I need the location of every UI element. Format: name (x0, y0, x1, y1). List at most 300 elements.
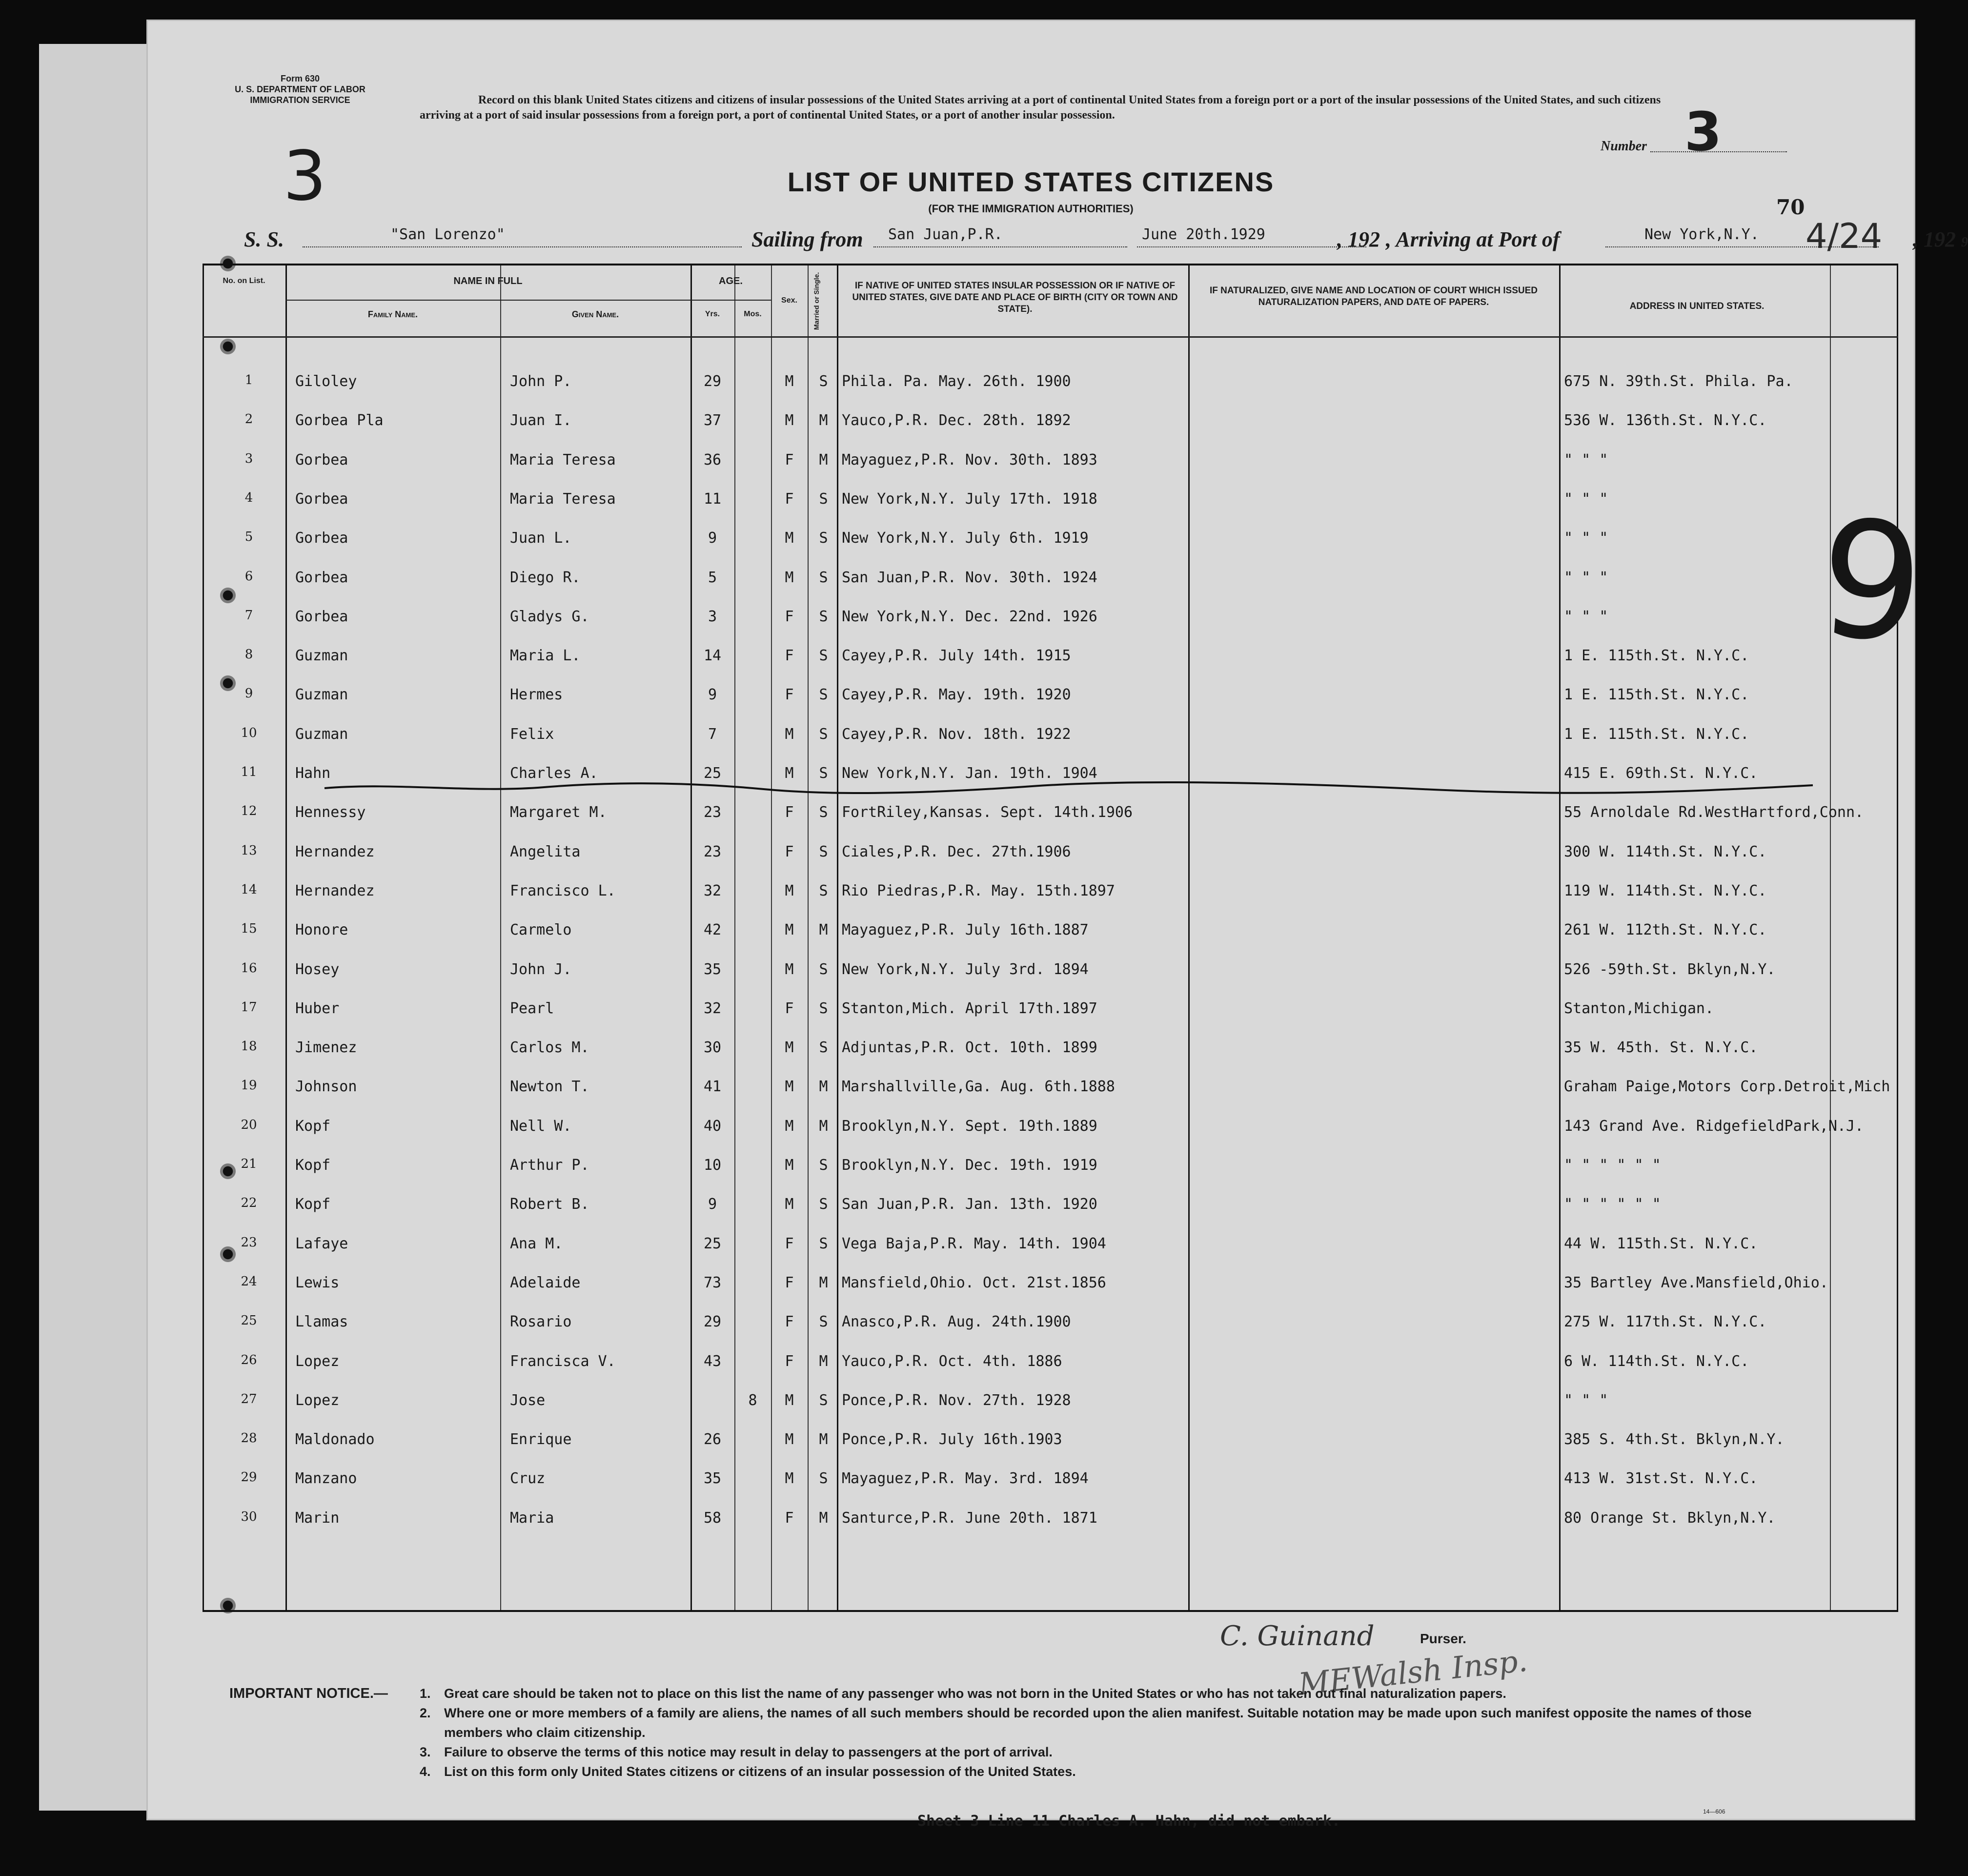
notice-item-number: 4. (420, 1764, 431, 1779)
cell-ms: M (819, 1274, 828, 1291)
notice-item-number: 1. (420, 1686, 431, 1701)
table-row (203, 951, 1898, 990)
cell-addr: 1 E. 115th.St. N.Y.C. (1564, 725, 1749, 743)
cell-ms: S (819, 1196, 828, 1213)
cell-sex: M (785, 882, 794, 899)
cell-sex: F (785, 451, 794, 469)
cell-birth: New York,N.Y. Dec. 22nd. 1926 (842, 608, 1097, 625)
table-row (203, 1108, 1898, 1147)
cell-yrs: 32 (703, 882, 722, 899)
header-rule (203, 336, 1898, 338)
cell-birth: Vega Baja,P.R. May. 14th. 1904 (842, 1235, 1106, 1252)
cell-sex: F (785, 1235, 794, 1252)
cell-family: Hernandez (295, 882, 375, 899)
cell-no: 1 (244, 373, 253, 387)
cell-birth: Brooklyn,N.Y. Sept. 19th.1889 (842, 1117, 1097, 1135)
arrival-year-label (1913, 227, 1968, 252)
voyage-line (244, 216, 1968, 256)
cell-yrs: 37 (703, 412, 722, 429)
cell-yrs: 41 (703, 1078, 722, 1096)
cell-family: Hosey (295, 960, 340, 978)
cell-birth: Santurce,P.R. June 20th. 1871 (842, 1509, 1097, 1527)
cell-family: Lopez (295, 1391, 340, 1409)
cell-yrs: 36 (703, 451, 722, 469)
cell-ms: S (819, 882, 828, 899)
arrival-year-prefix: , 192 (1913, 227, 1956, 251)
cell-yrs: 35 (703, 1470, 722, 1488)
cell-addr: 275 W. 117th.St. N.Y.C. (1564, 1313, 1767, 1331)
cell-ms: M (819, 1431, 828, 1448)
cell-sex: F (785, 1313, 794, 1331)
cell-ms: S (819, 725, 828, 743)
cell-addr: 35 W. 45th. St. N.Y.C. (1564, 1039, 1758, 1057)
cell-yrs: 14 (703, 647, 722, 665)
cell-family: Gorbea (295, 569, 348, 586)
cell-ms: S (819, 569, 828, 586)
cell-birth: Stanton,Mich. April 17th.1897 (842, 999, 1097, 1017)
cell-given: Adelaide (510, 1274, 581, 1291)
cell-addr: " " " " " " (1564, 1196, 1661, 1213)
cell-yrs: 43 (703, 1352, 722, 1370)
cell-family: Kopf (295, 1117, 331, 1135)
number-label: Number (1601, 139, 1647, 154)
notice-item-text: List on this form only United States citizens or citizens of an insular possession of the United States. (444, 1764, 1076, 1779)
cell-birth: New York,N.Y. Jan. 19th. 1904 (842, 765, 1097, 782)
cell-addr: " " " (1564, 451, 1608, 469)
header-sex: Sex. (781, 296, 797, 305)
cell-given: Francisco L. (510, 882, 616, 899)
cell-yrs: 58 (703, 1509, 722, 1527)
cell-no: 5 (244, 530, 253, 545)
cell-ms: M (819, 1509, 828, 1527)
cell-birth: Phila. Pa. May. 26th. 1900 (842, 373, 1071, 390)
header-rule (690, 300, 771, 301)
cell-birth: San Juan,P.R. Jan. 13th. 1920 (842, 1196, 1097, 1213)
cell-mos: 8 (748, 1391, 757, 1409)
cell-yrs: 25 (703, 765, 722, 782)
cell-addr: 44 W. 115th.St. N.Y.C. (1564, 1235, 1758, 1252)
cell-no: 16 (241, 960, 257, 976)
cell-sex: F (785, 647, 794, 665)
cell-ms: M (819, 451, 828, 469)
table-row (203, 1304, 1898, 1343)
cell-sex: F (785, 1509, 794, 1527)
cell-ms: S (819, 843, 828, 860)
cell-sex: M (785, 1157, 794, 1174)
cell-birth: Mayaguez,P.R. July 16th.1887 (842, 921, 1089, 939)
cell-yrs: 25 (703, 1235, 722, 1252)
number-value: 3 (1650, 112, 1787, 152)
ss-label: S. S. (244, 227, 284, 251)
cell-addr: 526 -59th.St. Bklyn,N.Y. (1564, 960, 1776, 978)
notice-item-number: 3. (420, 1745, 431, 1759)
cell-family: Gorbea (295, 608, 348, 625)
header-family-name: Family Name. (367, 309, 418, 319)
cell-given: Hermes (510, 686, 563, 704)
cell-yrs: 23 (703, 843, 722, 860)
cell-given: Maria Teresa (510, 490, 616, 508)
cell-sex: F (785, 999, 794, 1017)
cell-given: John P. (510, 373, 572, 390)
cell-ms: M (819, 1352, 828, 1370)
table-row (203, 598, 1898, 637)
cell-birth: Adjuntas,P.R. Oct. 10th. 1899 (842, 1039, 1097, 1057)
header-name-in-full: NAME IN FULL (453, 276, 523, 286)
cell-yrs: 7 (708, 725, 717, 743)
inspector-signature: MEWalsh Insp. (1297, 1642, 1529, 1702)
form-instructions: Record on this blank United States citizens and citizens of insular possessions of the United States arriving at a port of continental United States from a foreign port or a port of the insular possessions of the United States, and such citizens arriving at a port of said insular possessions from a foreign port, a port of continental United States, or a port of another insular possession. (420, 94, 1661, 122)
cell-addr: " " " (1564, 1391, 1608, 1409)
cell-yrs: 32 (703, 999, 722, 1017)
cell-addr: " " " (1564, 608, 1608, 625)
cell-addr: 1 E. 115th.St. N.Y.C. (1564, 647, 1749, 665)
cell-given: Felix (510, 725, 554, 743)
table-row (203, 1382, 1898, 1421)
cell-ms: M (819, 412, 828, 429)
table-row (203, 794, 1898, 833)
cell-no: 21 (241, 1157, 257, 1171)
cell-given: Francisca V. (510, 1352, 616, 1370)
table-row (203, 1460, 1898, 1499)
cell-birth: Brooklyn,N.Y. Dec. 19th. 1919 (842, 1157, 1097, 1174)
embark-note: Sheet 3 Line 11 Charles A. Hahn, did not embark. (917, 1813, 1340, 1830)
cell-yrs: 3 (708, 608, 717, 625)
cell-ms: S (819, 490, 828, 508)
cell-ms: S (819, 1235, 828, 1252)
table-row (203, 481, 1898, 520)
sailing-from-port: San Juan,P.R. (873, 222, 1127, 247)
cell-birth: Cayey,P.R. May. 19th. 1920 (842, 686, 1071, 704)
cell-addr: 35 Bartley Ave.Mansfield,Ohio. (1564, 1274, 1828, 1291)
cell-ms: M (819, 921, 828, 939)
table-row (203, 1500, 1898, 1539)
cell-given: Arthur P. (510, 1157, 589, 1174)
cell-no: 6 (244, 569, 253, 584)
table-row (203, 1147, 1898, 1186)
header-native-birth: IF NATIVE OF UNITED STATES INSULAR POSSESSION OR IF NATIVE OF UNITED STATES, GIVE DATE AND PLACE OF BIRTH (CITY OR TOWN AND STATE). (852, 281, 1178, 314)
cell-family: Manzano (295, 1470, 357, 1488)
cell-birth: Mayaguez,P.R. Nov. 30th. 1893 (842, 451, 1097, 469)
cell-no: 19 (241, 1078, 257, 1093)
cell-birth: New York,N.Y. July 3rd. 1894 (842, 960, 1089, 978)
cell-yrs: 9 (708, 1196, 717, 1213)
cell-yrs: 42 (703, 921, 722, 939)
table-row (203, 912, 1898, 951)
cell-birth: Marshallville,Ga. Aug. 6th.1888 (842, 1078, 1115, 1096)
ship-name: "San Lorenzo" (303, 222, 742, 247)
header-address: ADDRESS IN UNITED STATES. (1629, 301, 1765, 311)
cell-given: Carmelo (510, 921, 572, 939)
cell-no: 23 (241, 1235, 257, 1250)
form-service: IMMIGRATION SERVICE (250, 95, 350, 105)
cell-family: Hernandez (295, 843, 375, 860)
cell-sex: F (785, 608, 794, 625)
cell-ms: S (819, 1157, 828, 1174)
cell-family: Gorbea (295, 490, 348, 508)
cell-given: Maria L. (510, 647, 581, 665)
arriving-label: , Arriving at Port of (1386, 227, 1560, 251)
cell-family: Gorbea (295, 451, 348, 469)
table-row (203, 559, 1898, 598)
table-row (203, 1264, 1898, 1304)
cell-addr: 6 W. 114th.St. N.Y.C. (1564, 1352, 1749, 1370)
cell-addr: 415 E. 69th.St. N.Y.C. (1564, 765, 1758, 782)
cell-yrs: 9 (708, 530, 717, 547)
cell-ms: M (819, 1078, 828, 1096)
cell-no: 29 (241, 1470, 257, 1485)
cell-ms: S (819, 530, 828, 547)
cell-addr: 413 W. 31st.St. N.Y.C. (1564, 1470, 1758, 1488)
header-given-name: Given Name. (571, 309, 619, 319)
cell-ms: S (819, 1039, 828, 1057)
cell-addr: 385 S. 4th.St. Bklyn,N.Y. (1564, 1431, 1785, 1448)
cell-ms: M (819, 1117, 828, 1135)
notice-item-text: Failure to observe the terms of this notice may result in delay to passengers at the port of arrival. (444, 1745, 1053, 1759)
cell-birth: New York,N.Y. July 6th. 1919 (842, 530, 1089, 547)
binding-holes (146, 20, 205, 1820)
cell-sex: F (785, 1352, 794, 1370)
table-row (203, 1029, 1898, 1068)
cell-no: 26 (241, 1352, 257, 1367)
cell-sex: M (785, 412, 794, 429)
cell-given: Margaret M. (510, 804, 607, 821)
cell-yrs: 29 (703, 1313, 722, 1331)
cell-given: Gladys G. (510, 608, 589, 625)
cell-family: Hennessy (295, 804, 366, 821)
cell-yrs: 40 (703, 1117, 722, 1135)
table-row (203, 402, 1898, 441)
cell-sex: M (785, 569, 794, 586)
page-subtitle: (FOR THE IMMIGRATION AUTHORITIES) (928, 203, 1134, 215)
cell-family: Llamas (295, 1313, 348, 1331)
table-row (203, 873, 1898, 912)
cell-addr: Graham Paige,Motors Corp.Detroit,Mich (1564, 1078, 1890, 1096)
cell-family: Kopf (295, 1196, 331, 1213)
cell-given: Nell W. (510, 1117, 572, 1135)
cell-addr: 261 W. 112th.St. N.Y.C. (1564, 921, 1767, 939)
notice-item (420, 1762, 1796, 1781)
header-yrs: Yrs. (705, 310, 720, 318)
cell-ms: S (819, 1470, 828, 1488)
cell-given: Maria Teresa (510, 451, 616, 469)
cell-birth: Ciales,P.R. Dec. 27th.1906 (842, 843, 1071, 860)
cell-ms: S (819, 804, 828, 821)
cell-sex: F (785, 843, 794, 860)
margin-handwritten-mark: 9 (1813, 485, 1929, 679)
cell-yrs: 29 (703, 373, 722, 390)
cell-given: Angelita (510, 843, 581, 860)
cell-addr: 55 Arnoldale Rd.WestHartford,Conn. (1564, 804, 1864, 821)
cell-yrs: 10 (703, 1157, 722, 1174)
cell-sex: M (785, 1078, 794, 1096)
table-row (203, 1186, 1898, 1225)
form-identifier (220, 73, 381, 105)
cell-no: 12 (241, 804, 257, 819)
cell-sex: F (785, 1274, 794, 1291)
table-row (203, 442, 1898, 481)
arrival-year-digit: 9 (1961, 235, 1968, 250)
notice-item (420, 1742, 1796, 1762)
cell-addr: 80 Orange St. Bklyn,N.Y. (1564, 1509, 1776, 1527)
header-mos: Mos. (744, 310, 762, 318)
cell-sex: M (785, 1039, 794, 1057)
cell-no: 20 (241, 1117, 257, 1132)
arrival-port: New York,N.Y. (1605, 222, 1879, 247)
cell-ms: S (819, 1313, 828, 1331)
cell-no: 4 (244, 490, 253, 505)
cell-family: Lopez (295, 1352, 340, 1370)
cell-no: 27 (241, 1391, 257, 1407)
cell-birth: Cayey,P.R. July 14th. 1915 (842, 647, 1071, 665)
cell-ms: S (819, 765, 828, 782)
sailing-date: June 20th.1929 (1137, 222, 1366, 247)
table-row (203, 1421, 1898, 1460)
cell-family: Huber (295, 999, 340, 1017)
cell-birth: New York,N.Y. July 17th. 1918 (842, 490, 1097, 508)
cell-birth: Yauco,P.R. Dec. 28th. 1892 (842, 412, 1071, 429)
notice-item (420, 1684, 1796, 1703)
cell-addr: 536 W. 136th.St. N.Y.C. (1564, 412, 1767, 429)
cell-sex: M (785, 1431, 794, 1448)
cell-no: 7 (244, 608, 253, 623)
table-row (203, 363, 1898, 402)
sailing-from-label: Sailing from (751, 227, 863, 251)
cell-given: Newton T. (510, 1078, 589, 1096)
cell-family: Lewis (295, 1274, 340, 1291)
table-row (203, 1343, 1898, 1382)
cell-sex: M (785, 921, 794, 939)
cell-no: 3 (244, 451, 253, 466)
cell-no: 28 (241, 1431, 257, 1446)
cell-birth: FortRiley,Kansas. Sept. 14th.1906 (842, 804, 1133, 821)
cell-given: Cruz (510, 1470, 546, 1488)
form-number: Form 630 (280, 74, 320, 83)
cell-given: Juan L. (510, 530, 572, 547)
cell-given: Pearl (510, 999, 554, 1017)
cell-family: Gorbea (295, 530, 348, 547)
cell-given: Robert B. (510, 1196, 589, 1213)
cell-no: 18 (241, 1039, 257, 1054)
cell-yrs: 30 (703, 1039, 722, 1057)
page-title: LIST OF UNITED STATES CITIZENS (787, 166, 1275, 197)
header-no-on-list: No. on List. (223, 277, 265, 285)
cell-birth: Cayey,P.R. Nov. 18th. 1922 (842, 725, 1071, 743)
cell-yrs: 23 (703, 804, 722, 821)
cell-addr: " " " (1564, 490, 1608, 508)
purser-signature: C. Guinand (1220, 1620, 1375, 1652)
cell-given: Ana M. (510, 1235, 563, 1252)
cell-birth: Ponce,P.R. July 16th.1903 (842, 1431, 1062, 1448)
header-age: AGE. (719, 276, 743, 286)
cell-family: Hahn (295, 765, 331, 782)
strike-through-line (203, 780, 1847, 792)
cell-given: Rosario (510, 1313, 572, 1331)
cell-family: Guzman (295, 647, 348, 665)
notice-item-text: Where one or more members of a family are aliens, the names of all such members should be recorded upon the alien manifest. Suitable notation may be made upon such manifest opposite the names of those members who claim citizenship. (444, 1706, 1752, 1740)
cell-family: Honore (295, 921, 348, 939)
cell-yrs: 5 (708, 569, 717, 586)
cell-yrs: 73 (703, 1274, 722, 1291)
table-row (203, 520, 1898, 559)
table-row (203, 834, 1898, 873)
cell-birth: Mansfield,Ohio. Oct. 21st.1856 (842, 1274, 1106, 1291)
table-row (203, 990, 1898, 1029)
list-number (1601, 101, 1787, 163)
cell-addr: Stanton,Michigan. (1564, 999, 1714, 1017)
handwritten-sheet-number: 3 (283, 137, 327, 216)
cell-no: 9 (244, 686, 253, 701)
cell-family: Jimenez (295, 1039, 357, 1057)
notice-heading: IMPORTANT NOTICE.— (229, 1686, 388, 1701)
cell-given: Enrique (510, 1431, 572, 1448)
cell-family: Gorbea Pla (295, 412, 384, 429)
table-row (203, 637, 1898, 676)
arrival-date-handwritten: 4/24 (1806, 216, 1883, 256)
cell-addr: " " " (1564, 569, 1608, 586)
purser-label: Purser. (1420, 1631, 1466, 1646)
cell-birth: Rio Piedras,P.R. May. 15th.1897 (842, 882, 1115, 899)
cell-yrs: 11 (703, 490, 722, 508)
cell-no: 24 (241, 1274, 257, 1289)
notice-item (420, 1703, 1796, 1742)
cell-addr: 300 W. 114th.St. N.Y.C. (1564, 843, 1767, 860)
cell-addr: 675 N. 39th.St. Phila. Pa. (1564, 373, 1793, 390)
table-row (203, 716, 1898, 755)
form-department: U. S. DEPARTMENT OF LABOR (235, 84, 365, 94)
cell-family: Guzman (295, 686, 348, 704)
cell-addr: 143 Grand Ave. RidgefieldPark,N.J. (1564, 1117, 1864, 1135)
cell-sex: M (785, 1196, 794, 1213)
cell-ms: S (819, 960, 828, 978)
cell-addr: 1 E. 115th.St. N.Y.C. (1564, 686, 1749, 704)
cell-given: Charles A. (510, 765, 598, 782)
cell-sex: M (785, 530, 794, 547)
cell-no: 30 (241, 1509, 257, 1524)
cell-yrs: 35 (703, 960, 722, 978)
notice-item-text: Great care should be taken not to place on this list the name of any passenger who was not born in the United States or who has not taken out final naturalization papers. (444, 1686, 1506, 1701)
header-naturalized: IF NATURALIZED, GIVE NAME AND LOCATION OF COURT WHICH ISSUED NATURALIZATION PAPERS, AND DATE OF PAPERS. (1209, 285, 1538, 307)
cell-sex: M (785, 373, 794, 390)
cell-given: Juan I. (510, 412, 572, 429)
cell-family: Giloley (295, 373, 357, 390)
sailing-year-label: , 192 (1337, 227, 1380, 251)
cell-sex: F (785, 490, 794, 508)
notice-items (420, 1684, 1796, 1781)
cell-sex: M (785, 725, 794, 743)
cell-family: Maldonado (295, 1431, 375, 1448)
cell-given: John J. (510, 960, 572, 978)
table-row (203, 1225, 1898, 1264)
cell-ms: S (819, 686, 828, 704)
table-row (203, 676, 1898, 715)
cell-sex: M (785, 960, 794, 978)
header-rule (285, 300, 690, 301)
cell-birth: Ponce,P.R. Nov. 27th. 1928 (842, 1391, 1071, 1409)
manifest-sheet (146, 20, 1968, 1830)
header-married-single: Married or Single. (812, 272, 820, 330)
cell-family: Marin (295, 1509, 340, 1527)
cell-birth: Mayaguez,P.R. May. 3rd. 1894 (842, 1470, 1089, 1488)
cell-addr: " " " (1564, 530, 1608, 547)
cell-sex: M (785, 1391, 794, 1409)
notice-item-number: 2. (420, 1706, 431, 1720)
cell-addr: " " " " " " (1564, 1157, 1661, 1174)
cell-yrs: 9 (708, 686, 717, 704)
cell-no: 22 (241, 1196, 257, 1211)
cell-no: 14 (241, 882, 257, 897)
cell-no: 11 (241, 765, 257, 779)
cell-ms: S (819, 999, 828, 1017)
